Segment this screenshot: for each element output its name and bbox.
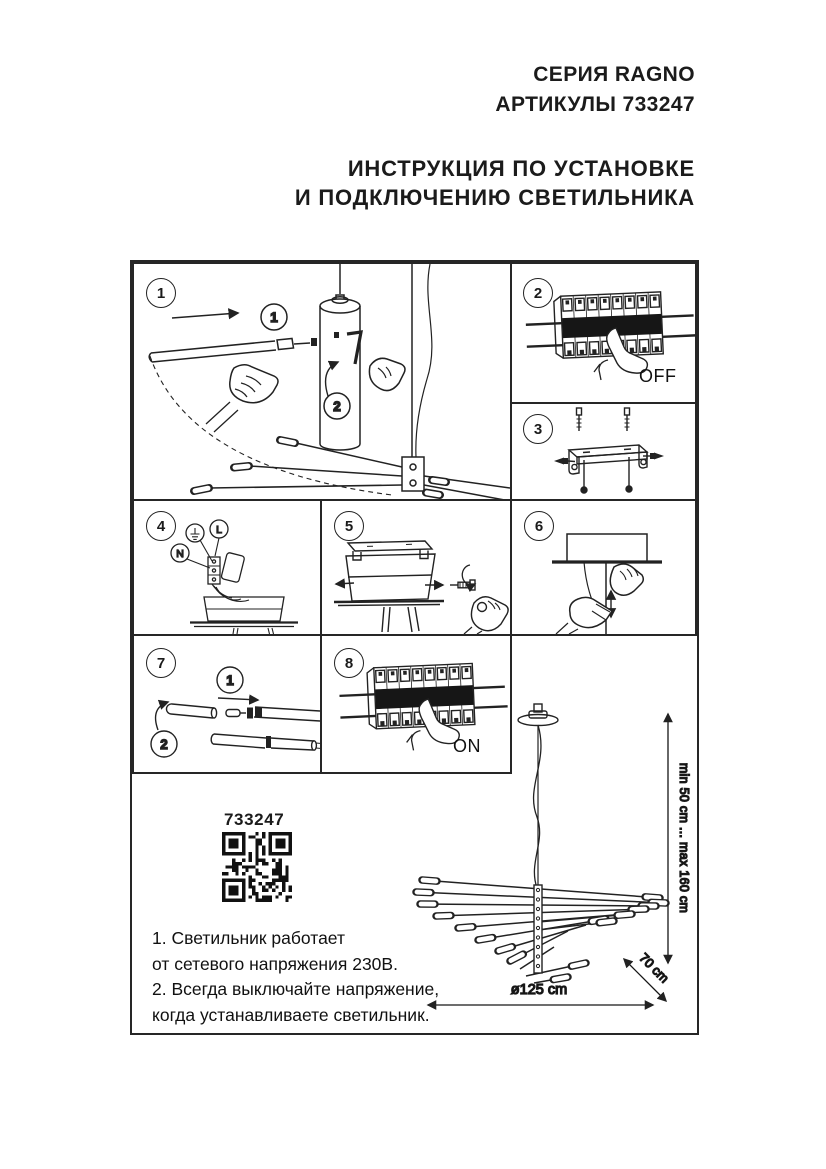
lamp-rod [149, 341, 276, 362]
series-title: СЕРИЯ RAGNO [533, 63, 695, 86]
stem-tubes [382, 607, 419, 632]
panel-4-wiring-terminal [132, 499, 322, 636]
hanging-wire [416, 264, 432, 457]
diameter-label: ø125 cm [510, 982, 568, 998]
panel-number-badge: 5 [334, 511, 364, 541]
canopy-body [346, 554, 435, 601]
rotate-arrow [156, 702, 168, 730]
anchor-bolt-icon [581, 460, 587, 493]
ceiling-box [567, 534, 647, 562]
column-mark [347, 332, 361, 364]
step-2-circle: 2 [160, 737, 168, 752]
note-line: 2. Всегда выключайте напряжение, [152, 979, 440, 999]
qr-code-icon [222, 832, 292, 902]
push-arrow [172, 313, 238, 318]
height-range-label: min 50 cm ... max 160 cm [677, 762, 691, 914]
articles-title: АРТИКУЛЫ 733247 [495, 93, 695, 116]
instruction-title-line2: И ПОДКЛЮЧЕНИЮ СВЕТИЛЬНИКА [294, 185, 695, 210]
ceiling-cup [534, 704, 542, 712]
panel-number-badge: 8 [334, 648, 364, 678]
safety-notes [152, 926, 439, 1028]
live-terminal-label: L [216, 524, 222, 536]
panel-number-badge: 7 [146, 648, 176, 678]
panel-number-badge: 3 [523, 414, 553, 444]
off-label: OFF [639, 366, 677, 386]
depth-label: 70 cm [636, 949, 673, 986]
footer-region [132, 774, 697, 1033]
screw-direction-arrow [336, 583, 354, 584]
assembled-rod [211, 734, 320, 750]
shade-tube [166, 704, 216, 718]
hand-with-screwdriver [464, 597, 508, 634]
panel-5-canopy-fixing [320, 499, 512, 636]
panel-1-insert-rod [132, 262, 512, 501]
wires [212, 584, 249, 601]
panel-number-badge: 6 [524, 511, 554, 541]
on-label: ON [453, 736, 481, 756]
anchor-bolt-icon [626, 457, 632, 492]
right-hand [369, 358, 405, 390]
instruction-title-line1: ИНСТРУКЦИЯ ПО УСТАНОВКЕ [347, 156, 695, 181]
rod-tube [254, 707, 320, 721]
note-line: 1. Светильник работает [152, 928, 345, 948]
connector-pin [226, 708, 253, 719]
title-block [295, 60, 695, 212]
screw-icon [577, 408, 582, 431]
side-screw-icon [554, 458, 575, 465]
panel-1-illustration [134, 264, 510, 499]
terminal-block [208, 557, 220, 584]
terminal-cover [221, 552, 245, 583]
push-arrow [218, 698, 258, 700]
note-line: когда устанавливаете светильник. [152, 1004, 430, 1025]
article-number: 733247 [224, 810, 285, 829]
lower-hand [556, 597, 612, 634]
panel-number-badge: 4 [146, 511, 176, 541]
panel-6-height-adjustment [510, 499, 697, 636]
screw-icon [625, 408, 630, 431]
step-1-circle: 1 [226, 673, 234, 688]
neutral-terminal-label: N [176, 548, 184, 560]
panel-number-badge: 1 [146, 278, 176, 308]
upper-hand [610, 564, 643, 595]
panel-7-rod-assembly [132, 634, 322, 774]
center-column [320, 299, 360, 313]
panel-number-badge: 2 [523, 278, 553, 308]
step-2-circle: 2 [333, 399, 341, 414]
panel-8-power-on [320, 634, 512, 774]
note-line: от сетевого напряжения 230В. [152, 953, 398, 974]
instruction-figure-grid [130, 260, 699, 1035]
panel-2-power-off [510, 262, 697, 404]
step-1-circle: 1 [270, 310, 278, 325]
rotate-arrow [326, 362, 338, 396]
panel-3-mounting-bracket [510, 402, 697, 501]
left-hand [206, 365, 278, 432]
